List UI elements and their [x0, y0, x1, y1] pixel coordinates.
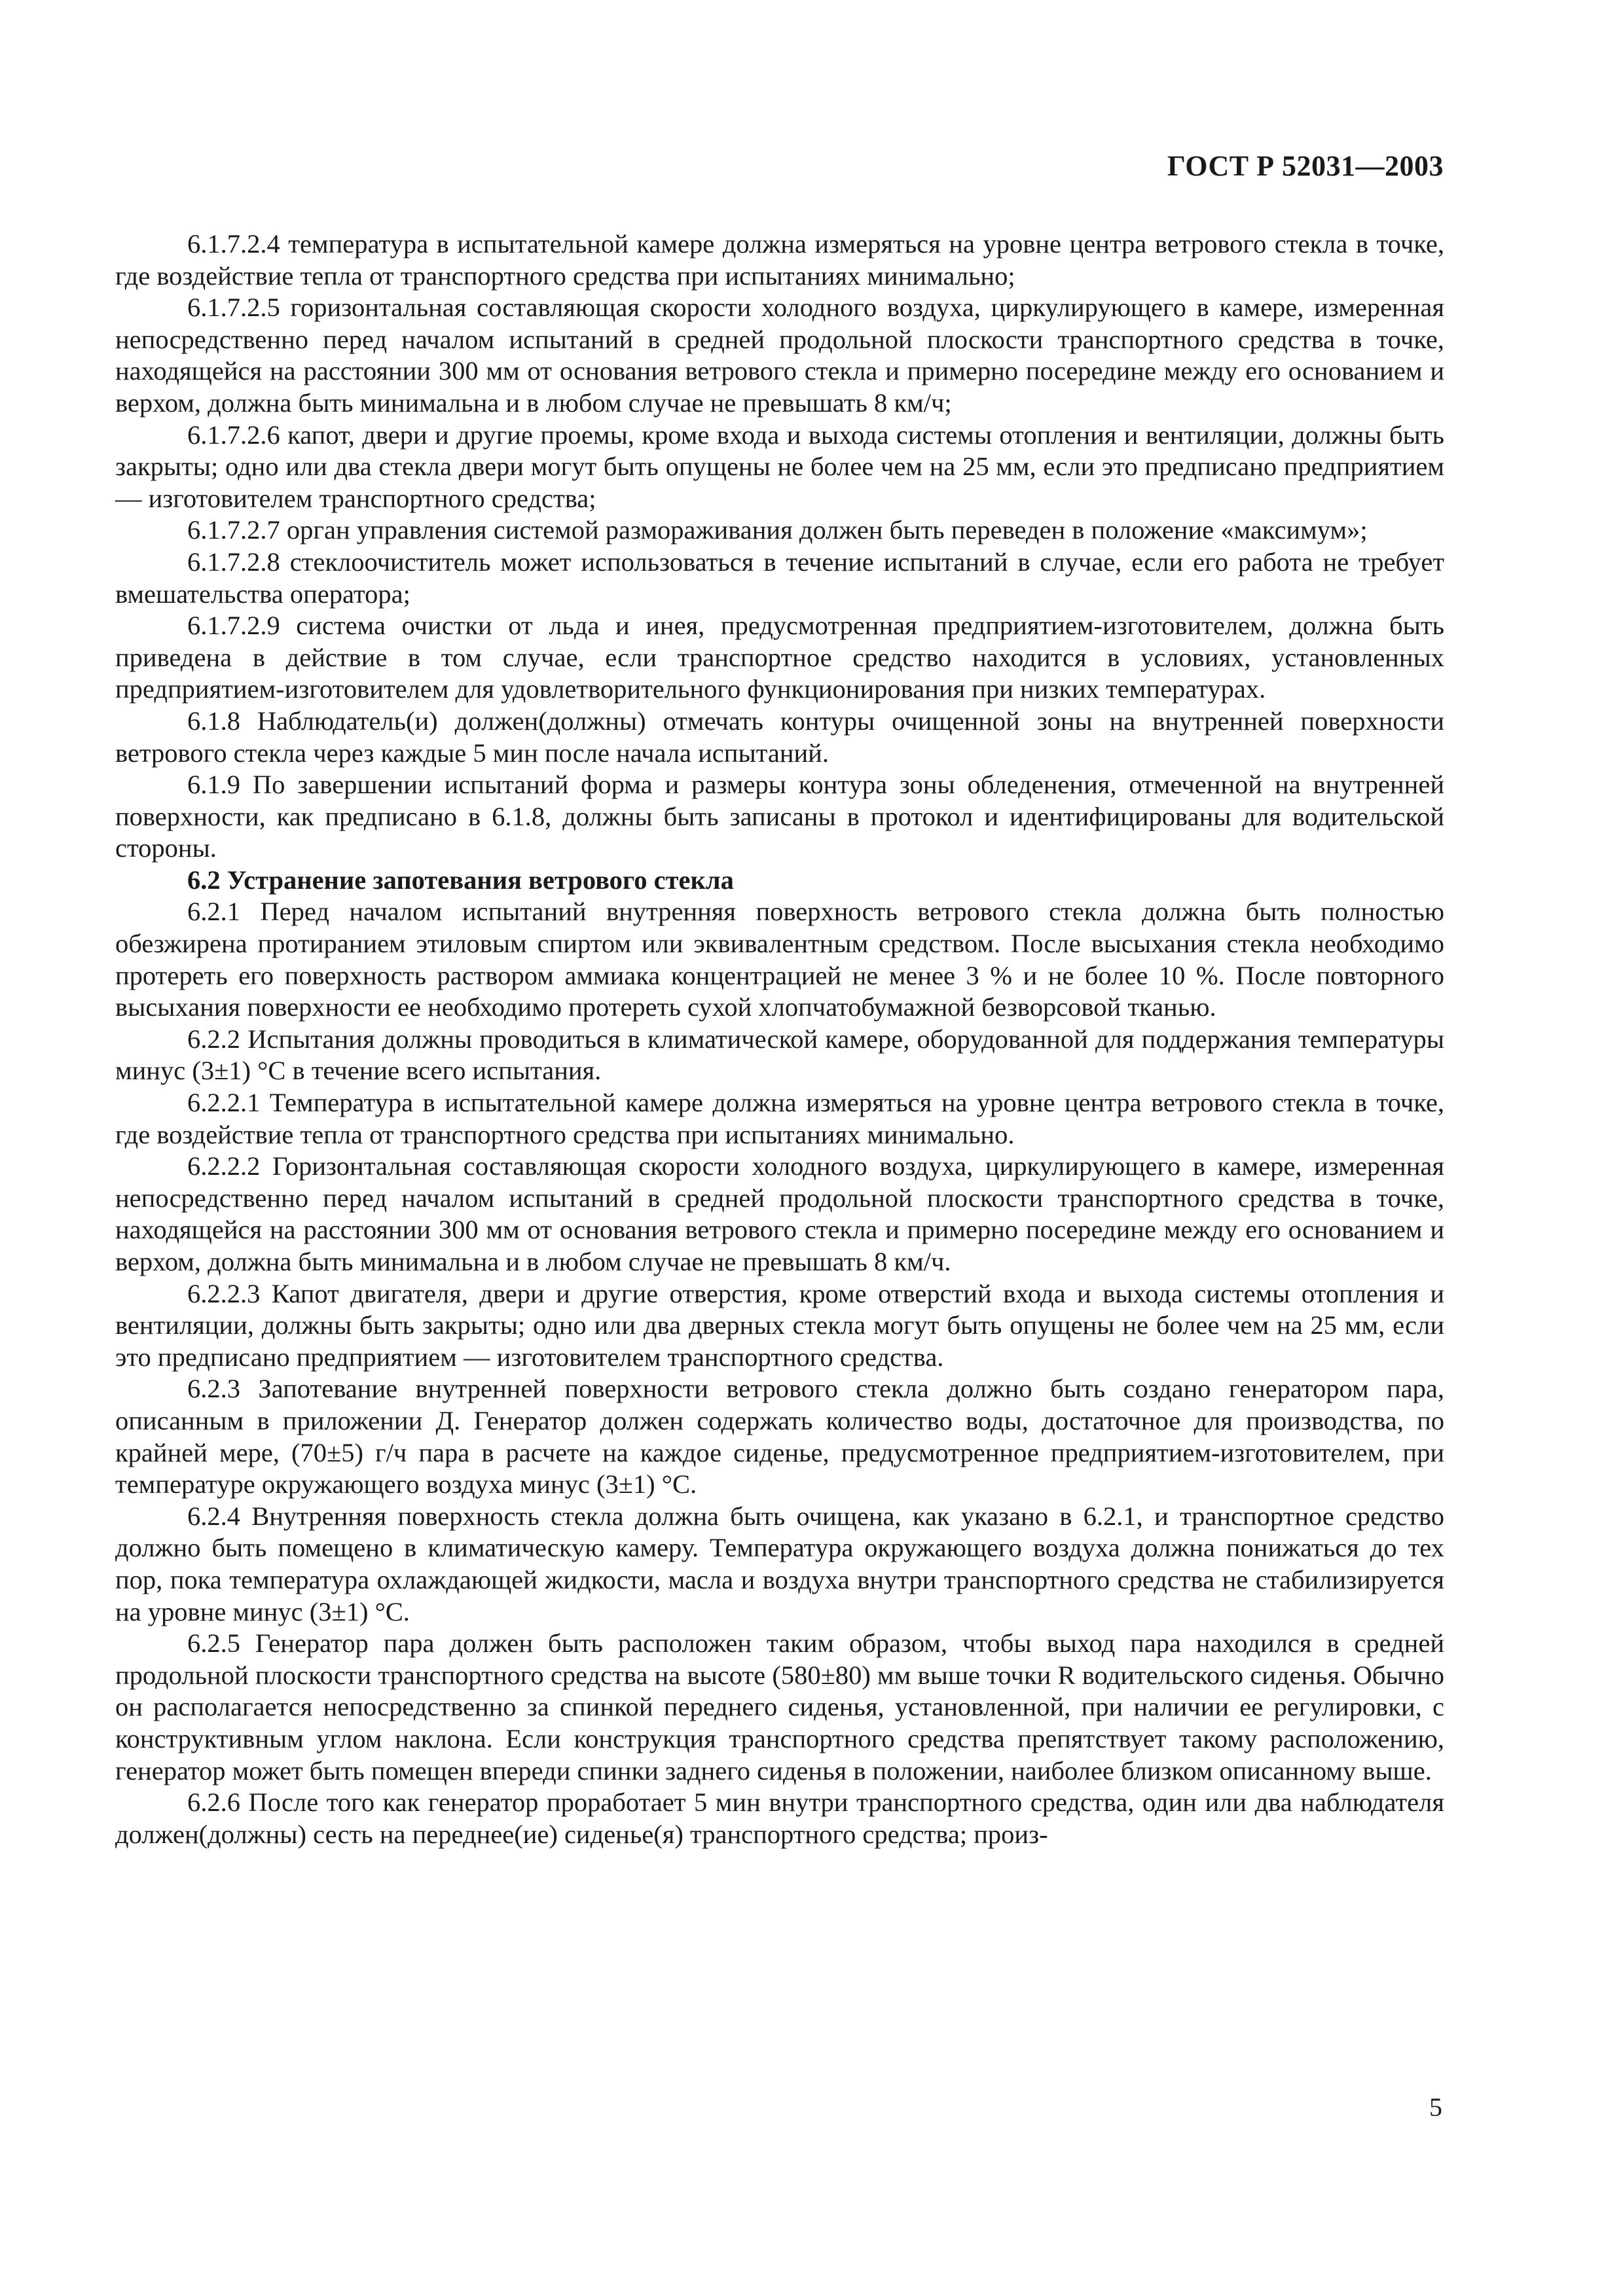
paragraph-6-2-1: 6.2.1 Перед началом испытаний внутренняя поверхность ветрового стекла должна быть полностью обезжирена протиранием этиловым спиртом или эквивалентным средством. После высыхания стекла необходимо протереть его поверхность раствором аммиака концентрацией не менее 3 % и не более 10 %. После повторного высыхания поверхности ее необходимо протереть сухой хлопчатобумажной безворсовой тканью. — [115, 897, 1444, 1022]
paragraph-6-2-3: 6.2.3 Запотевание внутренней поверхности ветрового стекла должно быть создано генератором пара, описанным в приложении Д. Генератор должен содержать количество воды, достаточное для производства, по крайней мере, (70±5) г/ч пара в расчете на каждое сиденье, предусмотренное предприятием-изготовителем, при температуре окружающего воздуха минус (3±1) °С. — [115, 1374, 1444, 1499]
paragraph-6-2-2-3: 6.2.2.3 Капот двигателя, двери и другие отверстия, кроме отверстий входа и выхода системы отопления и вентиляции, должны быть закрыты; одно или два дверных стекла могут быть опущены не более чем на 25 мм, если это предписано предприятием — изготовителем транспортного средства. — [115, 1278, 1444, 1372]
paragraph-6-2-2: 6.2.2 Испытания должны проводиться в климатической камере, оборудованной для поддержания температуры минус (3±1) °С в течение всего испытания. — [115, 1024, 1444, 1086]
paragraph-6-1-7-2-4: 6.1.7.2.4 температура в испытательной камере должна измеряться на уровне центра ветрового стекла в точке, где воздействие тепла от транспортного средства при испытаниях минимально; — [115, 229, 1444, 291]
section-heading-6-2: 6.2 Устранение запотевания ветрового стекла — [187, 865, 734, 895]
paragraph-6-1-7-2-9: 6.1.7.2.9 система очистки от льда и инея, предусмотренная предприятием-изготовителем, должна быть приведена в действие в том случае, если транспортное средство находится в условиях, установленных предприятием-изготовителем для удовлетворительного функционирования при низких температурах. — [115, 611, 1444, 704]
paragraph-6-1-7-2-6: 6.1.7.2.6 капот, двери и другие проемы, кроме входа и выхода системы отопления и вентиляции, должны быть закрыты; одно или два стекла двери могут быть опущены не более чем на 25 мм, если это предписано предприятием — изготовителем транспортного средства; — [115, 420, 1444, 513]
paragraph-6-2-6: 6.2.6 После того как генератор проработает 5 мин внутри транспортного средства, один или два наблюдателя должен(должны) сесть на переднее(ие) сиденье(я) транспортного средства; произ- — [115, 1787, 1444, 1849]
paragraph-6-2-5: 6.2.5 Генератор пара должен быть расположен таким образом, чтобы выход пара находился в средней продольной плоскости транспортного средства на высоте (580±80) мм выше точки R водительского сиденья. Обычно он располагается непосредственно за спинкой переднего сиденья, установленной, при наличии ее регулировки, с конструктивным углом наклона. Если конструкция транспортного средства препятствует такому расположению, генератор может быть помещен впереди спинки заднего сиденья в положении, наиболее близком описанному выше. — [115, 1628, 1444, 1785]
paragraph-6-1-7-2-5: 6.1.7.2.5 горизонтальная составляющая скорости холодного воздуха, циркулирующего в камере, измеренная непосредственно перед началом испытаний в средней продольной плоскости транспортного средства в точке, находящейся на расстоянии 300 мм от основания ветрового стекла и примерно посередине между его основанием и верхом, должна быть минимальна и в любом случае не превышать 8 км/ч; — [115, 293, 1444, 418]
page-number: 5 — [1429, 2092, 1442, 2122]
document-body — [115, 228, 1444, 1850]
paragraph-6-1-7-2-8: 6.1.7.2.8 стеклоочиститель может использоваться в течение испытаний в случае, если его работа не требует вмешательства оператора; — [115, 547, 1444, 609]
standard-code-header: ГОСТ Р 52031—2003 — [1167, 150, 1444, 182]
paragraph-6-2-4: 6.2.4 Внутренняя поверхность стекла должна быть очищена, как указано в 6.2.1, и транспортное средство должно быть помещено в климатическую камеру. Температура окружающего воздуха должна понижаться до тех пор, пока температура охлаждающей жидкости, масла и воздуха внутри транспортного средства не стабилизируется на уровне минус (3±1) °С. — [115, 1501, 1444, 1626]
paragraph-6-1-9: 6.1.9 По завершении испытаний форма и размеры контура зоны обледенения, отмеченной на внутренней поверхности, как предписано в 6.1.8, должны быть записаны в протокол и идентифицированы для водительской стороны. — [115, 770, 1444, 863]
paragraph-6-2-2-1: 6.2.2.1 Температура в испытательной камере должна измеряться на уровне центра ветрового стекла в точке, где воздействие тепла от транспортного средства при испытаниях минимально. — [115, 1088, 1444, 1149]
paragraph-6-2-2-2: 6.2.2.2 Горизонтальная составляющая скорости холодного воздуха, циркулирующего в камере, измеренная непосредственно перед началом испытаний в средней продольной плоскости транспортного средства в точке, находящейся на расстоянии 300 мм от основания ветрового стекла и примерно посередине между его основанием и верхом, должна быть минимальна и в любом случае не превышать 8 км/ч. — [115, 1151, 1444, 1276]
paragraph-6-1-7-2-7: 6.1.7.2.7 орган управления системой размораживания должен быть переведен в положение «максимум»; — [187, 515, 1368, 545]
paragraph-6-1-8: 6.1.8 Наблюдатель(и) должен(должны) отмечать контуры очищенной зоны на внутренней поверхности ветрового стекла через каждые 5 мин после начала испытаний. — [115, 706, 1444, 768]
